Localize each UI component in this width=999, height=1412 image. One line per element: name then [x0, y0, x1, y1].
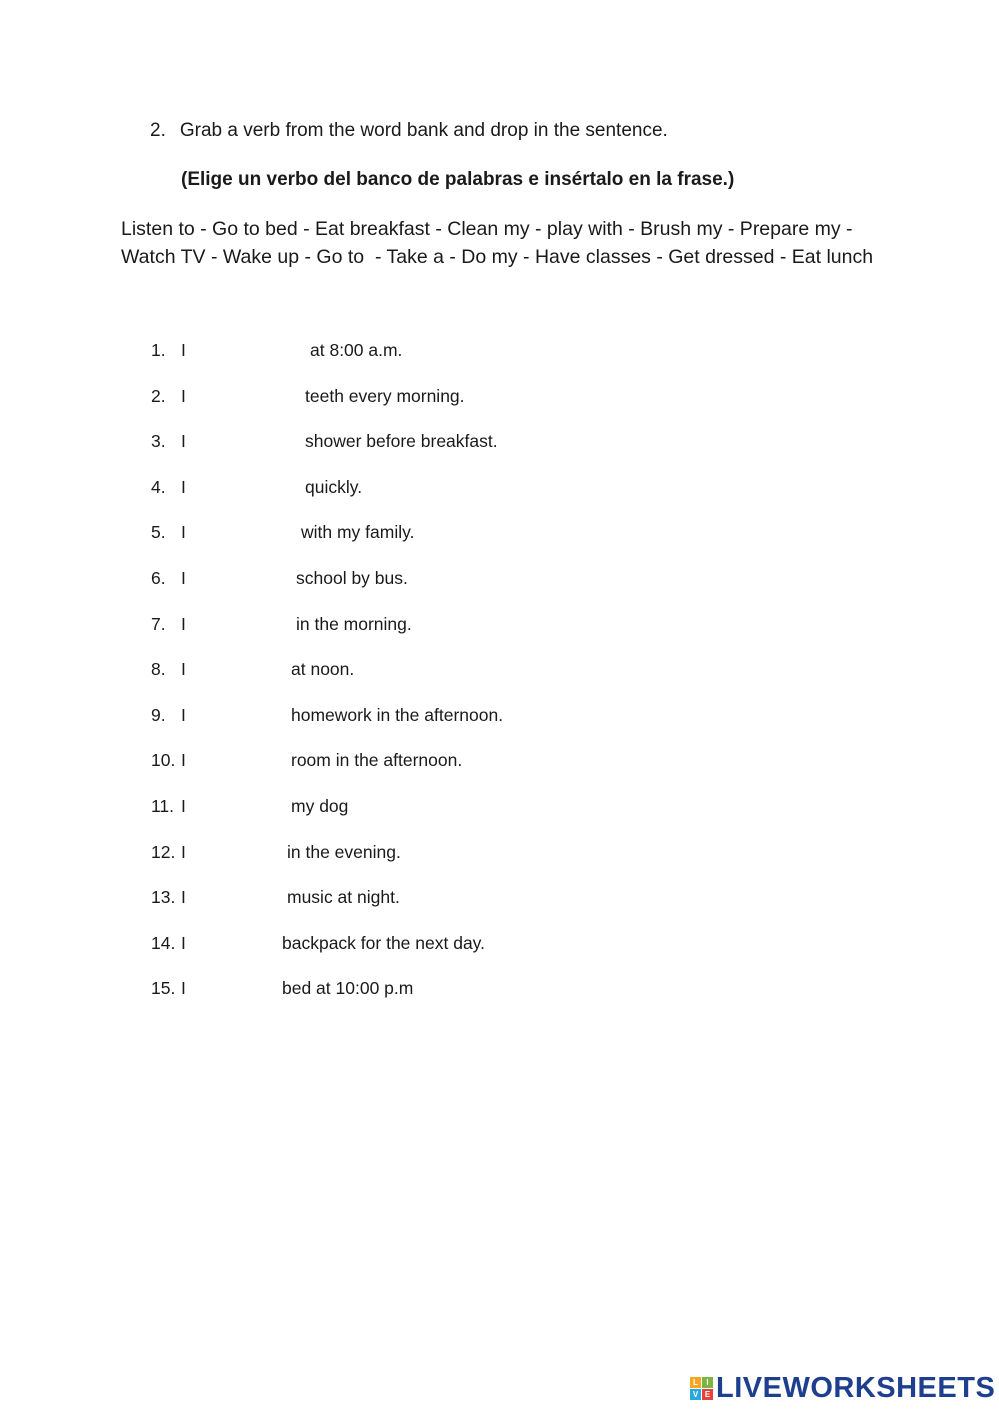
- sentence-number: 8.: [151, 659, 166, 680]
- sentence-number: 12.: [151, 841, 176, 862]
- sentence-completion: at noon.: [291, 659, 355, 680]
- verb-drop-slot[interactable]: [193, 475, 299, 499]
- instruction: [150, 120, 668, 142]
- sentence-number: 4.: [151, 476, 166, 497]
- sentence-subject: I: [181, 613, 186, 634]
- word-bank: [121, 215, 891, 271]
- sentence-subject: I: [181, 841, 186, 862]
- sentence-completion: quickly.: [305, 476, 363, 497]
- sentence-number: 10.: [151, 750, 176, 771]
- word-bank-line: Watch TV - Wake up - Go to - Take a - Do my - Have classes - Get dressed - Eat lunch: [121, 246, 874, 268]
- verb-drop-slot[interactable]: [193, 566, 290, 590]
- sentence-number: 7.: [151, 613, 166, 634]
- sentence-subject: I: [181, 978, 186, 999]
- liveworksheets-logo: [690, 1372, 995, 1405]
- sentence-number: 14.: [151, 932, 176, 953]
- sentence-completion: school by bus.: [296, 567, 408, 588]
- sentence-subject: I: [181, 522, 186, 543]
- sentence-completion: shower before breakfast.: [305, 431, 498, 452]
- logo-mark-square: L: [690, 1377, 701, 1388]
- sentence-completion: bed at 10:00 p.m: [282, 978, 414, 999]
- sentence-subject: I: [181, 795, 186, 816]
- sentence-completion: teeth every morning.: [305, 385, 465, 406]
- verb-drop-slot[interactable]: [193, 794, 285, 818]
- logo-mark-square: V: [690, 1389, 701, 1400]
- word-bank-line: Listen to - Go to bed - Eat breakfast - Clean my - play with - Brush my - Prepare my -: [121, 218, 853, 240]
- sentence-completion: with my family.: [301, 522, 415, 543]
- sentence-number: 9.: [151, 704, 166, 725]
- sentence-subject: I: [181, 932, 186, 953]
- sentence-number: 2.: [151, 385, 166, 406]
- verb-drop-slot[interactable]: [193, 885, 281, 909]
- sentence-subject: I: [181, 431, 186, 452]
- verb-drop-slot[interactable]: [193, 703, 285, 727]
- verb-drop-slot[interactable]: [193, 384, 299, 408]
- sentence-completion: my dog: [291, 795, 349, 816]
- sentence-subject: I: [181, 887, 186, 908]
- verb-drop-slot[interactable]: [193, 931, 276, 955]
- sentence-completion: at 8:00 a.m.: [310, 340, 403, 360]
- sentence-number: 1.: [151, 340, 166, 360]
- sentence-number: 11.: [151, 795, 175, 816]
- sentence-subject: I: [181, 476, 186, 497]
- logo-mark-icon: [690, 1377, 713, 1400]
- verb-drop-slot[interactable]: [193, 976, 276, 1000]
- sentence-subject: I: [181, 385, 186, 406]
- verb-drop-slot[interactable]: [193, 520, 295, 544]
- sentence-completion: music at night.: [287, 887, 400, 908]
- sentence-subject: I: [181, 659, 186, 680]
- sentence-number: 6.: [151, 567, 166, 588]
- sentence-completion: in the evening.: [287, 841, 401, 862]
- sentence-subject: I: [181, 704, 186, 725]
- sentence-number: 15.: [151, 978, 176, 999]
- verb-drop-slot[interactable]: [193, 429, 299, 453]
- verb-drop-slot[interactable]: [193, 612, 290, 636]
- sentence-completion: in the morning.: [296, 613, 412, 634]
- instruction-translation: (Elige un verbo del banco de palabras e insértalo en la frase.): [181, 169, 735, 190]
- logo-text: LIVEWORKSHEETS: [716, 1372, 996, 1404]
- sentence-completion: backpack for the next day.: [282, 932, 485, 953]
- sentence-completion: homework in the afternoon.: [291, 704, 504, 725]
- sentence-completion: room in the afternoon.: [291, 750, 463, 771]
- instruction-text: Grab a verb from the word bank and drop in the sentence.: [179, 120, 668, 141]
- sentence-number: 5.: [151, 522, 166, 543]
- sentence-subject: I: [181, 567, 186, 588]
- verb-drop-slot[interactable]: [193, 840, 281, 864]
- logo-mark-square: I: [702, 1377, 713, 1388]
- sentence-number: 3.: [151, 431, 166, 452]
- verb-drop-slot[interactable]: [193, 657, 285, 681]
- instruction-number: 2.: [150, 120, 166, 141]
- verb-drop-slot[interactable]: [193, 748, 285, 772]
- verb-drop-slot[interactable]: [193, 338, 304, 362]
- sentence-number: 13.: [151, 887, 176, 908]
- logo-mark-square: E: [702, 1389, 713, 1400]
- sentence-subject: I: [181, 340, 186, 360]
- sentence-subject: I: [181, 750, 186, 771]
